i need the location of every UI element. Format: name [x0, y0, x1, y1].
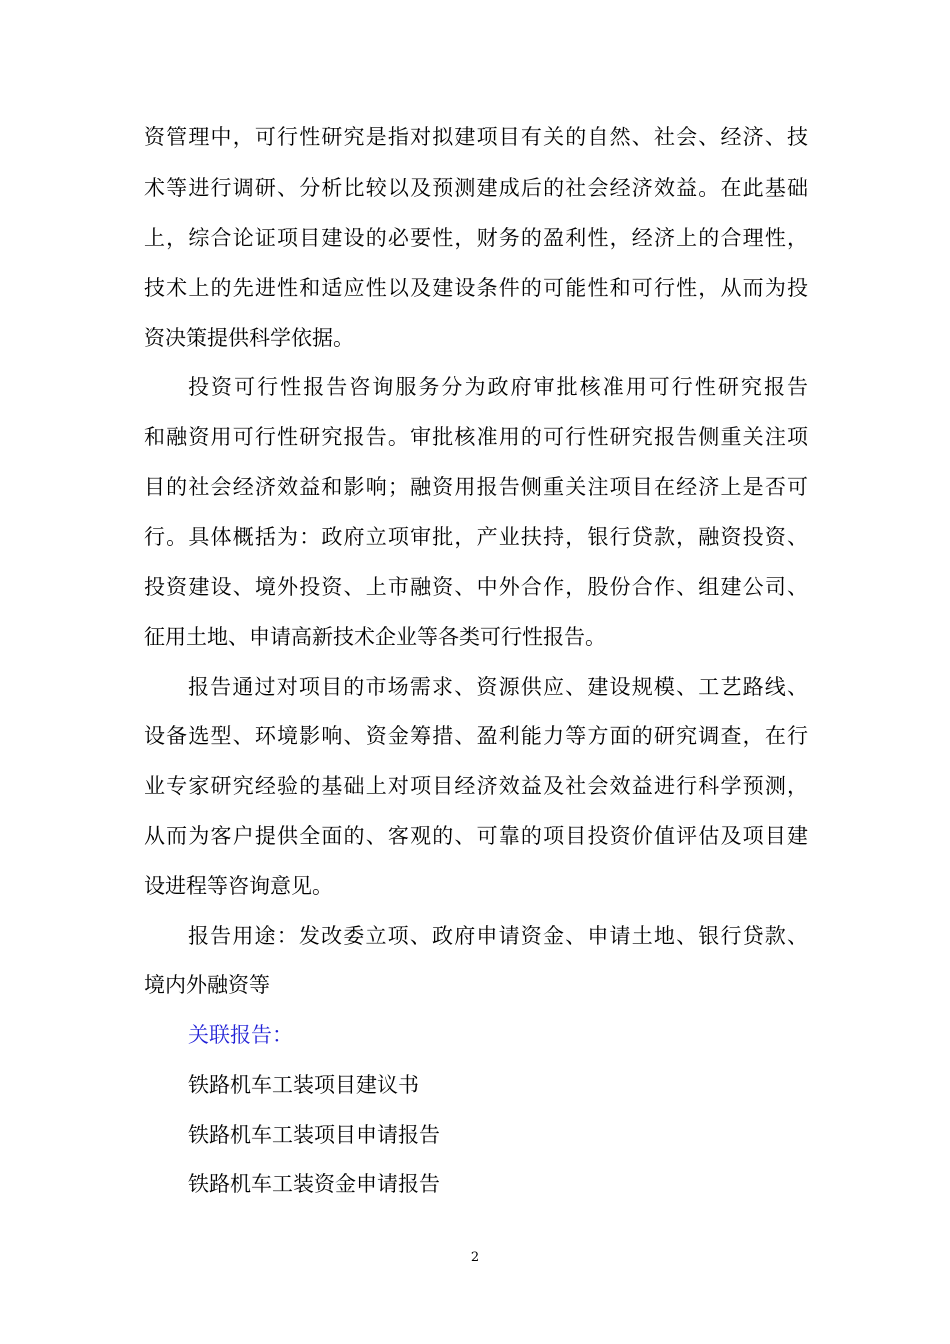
paragraph-2-line-1: 投资可行性报告咨询服务分为政府审批核准用可行性研究报告 [188, 375, 808, 399]
related-report-item[interactable]: 铁路机车工装项目申请报告 [188, 1123, 440, 1147]
paragraph-4-line-1: 报告用途：发改委立项、政府申请资金、申请土地、银行贷款、 [188, 924, 808, 948]
paragraph-1-line-1: 资管理中，可行性研究是指对拟建项目有关的自然、社会、经济、技 [144, 125, 808, 149]
paragraph-1-line-4: 技术上的先进性和适应性以及建设条件的可能性和可行性，从而为投 [144, 276, 808, 300]
related-report-item[interactable]: 铁路机车工装资金申请报告 [188, 1172, 440, 1196]
paragraph-2-line-4: 行。具体概括为：政府立项审批，产业扶持，银行贷款，融资投资、 [144, 525, 808, 549]
paragraph-2-line-2: 和融资用可行性研究报告。审批核准用的可行性研究报告侧重关注项 [144, 425, 808, 449]
related-report-item[interactable]: 铁路机车工装项目建议书 [188, 1073, 419, 1097]
paragraph-2-line-6: 征用土地、申请高新技术企业等各类可行性报告。 [144, 625, 606, 649]
paragraph-2-line-3: 目的社会经济效益和影响；融资用报告侧重关注项目在经济上是否可 [144, 475, 808, 499]
paragraph-3-line-2: 设备选型、环境影响、资金筹措、盈利能力等方面的研究调查，在行 [144, 724, 808, 748]
paragraph-1-line-2: 术等进行调研、分析比较以及预测建成后的社会经济效益。在此基础 [144, 176, 808, 200]
page-number: 2 [470, 1250, 480, 1265]
paragraph-4-line-2: 境内外融资等 [144, 973, 270, 997]
paragraph-3-line-4: 从而为客户提供全面的、客观的、可靠的项目投资价值评估及项目建 [144, 824, 808, 848]
paragraph-3-line-3: 业专家研究经验的基础上对项目经济效益及社会效益进行科学预测， [144, 774, 808, 798]
related-reports-heading: 关联报告： [188, 1023, 293, 1047]
paragraph-1-line-3: 上，综合论证项目建设的必要性，财务的盈利性，经济上的合理性， [144, 226, 808, 250]
paragraph-3-line-1: 报告通过对项目的市场需求、资源供应、建设规模、工艺路线、 [188, 675, 808, 699]
paragraph-3-line-5: 设进程等咨询意见。 [144, 874, 333, 898]
paragraph-2-line-5: 投资建设、境外投资、上市融资、中外合作，股份合作、组建公司、 [144, 575, 808, 599]
paragraph-1-line-5: 资决策提供科学依据。 [144, 326, 354, 350]
